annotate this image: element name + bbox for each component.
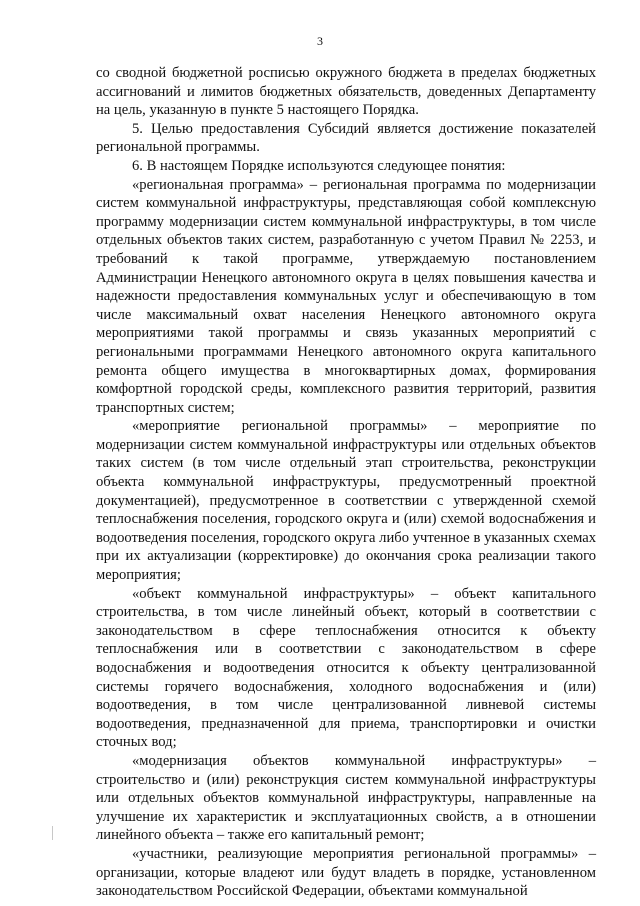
definition-regional-program: «региональная программа» – региональная программа по модернизации систем коммунальной инфраструктуры, представляющая собой комплексную программу модернизации систем коммунальной инфраструктуры, в том числе отдельных объектов таких систем, разработанную с учетом Правил № 2253, и требований к такой программе, утверждаемую постановлением Администрации Ненецкого автономного округа в целях повышения качества и надежности предоставления коммунальных услуг и обеспечивающую в том числе максимальный охват населения Ненецкого автономного округа мероприятиями такой программы и связь указанных мероприятий с региональными программами Ненецкого автономного округа капитального ремонта общего имущества в многоквартирных домах, формирования комфортной городской среды, комплексного развития территорий, развития транспортных систем; bbox=[96, 176, 596, 416]
paragraph-continuation: со сводной бюджетной росписью окружного бюджета в пределах бюджетных ассигнований и лимитов бюджетных обязательств, доведенных Департаменту на цель, указанную в пункте 5 настоящего Порядка. bbox=[96, 65, 596, 119]
document-body bbox=[96, 64, 596, 901]
definition-modernization: «модернизация объектов коммунальной инфраструктуры» – строительство и (или) реконструкция систем коммунальной инфраструктуры или отдельных объектов коммунальной инфраструктуры, направленные на улучшение их характеристик и эксплуатационных свойств, а в отношении линейного объекта – также его капитальный ремонт; bbox=[96, 752, 596, 844]
paragraph-item-6: 6. В настоящем Порядке используются следующее понятия: bbox=[132, 157, 506, 174]
paragraph-item-5: 5. Целью предоставления Субсидий является достижение показателей региональной программы. bbox=[96, 120, 596, 156]
definition-program-measure: «мероприятие региональной программы» – мероприятие по модернизации систем коммунальной инфраструктуры или отдельных объектов таких систем (в том числе отдельный этап строительства, реконструкции объекта коммунальной инфраструктуры, предусмотренный проектной документацией), предусмотренное в соответствии с утвержденной схемой теплоснабжения поселения, городского округа и (или) схемой водоснабжения и водоотведения поселения, городского округа либо учтенное в указанных схемах при их актуализации (корректировке) до окончания срока реализации такого мероприятия; bbox=[96, 418, 596, 584]
page-number: 3 bbox=[317, 34, 323, 48]
margin-mark bbox=[52, 826, 53, 840]
definition-infrastructure-object: «объект коммунальной инфраструктуры» – объект капитального строительства, в том числе линейный объект, который в соответствии с законодательством в сфере теплоснабжения относится к объекту теплоснабжения или в соответствии с законодательством в сфере водоснабжения и водоотведения относится к объекту централизованной системы горячего водоснабжения, холодного водоснабжения и (или) водоотведения, в том числе централизованной ливневой системы водоотведения, предназначенной для приема, транспортировки и очистки сточных вод; bbox=[96, 585, 596, 751]
definition-participants: «участники, реализующие мероприятия региональной программы» – организации, которые владеют или будут владеть в порядке, установленном законодательством Российской Федерации, объектами коммунальной bbox=[96, 845, 596, 900]
